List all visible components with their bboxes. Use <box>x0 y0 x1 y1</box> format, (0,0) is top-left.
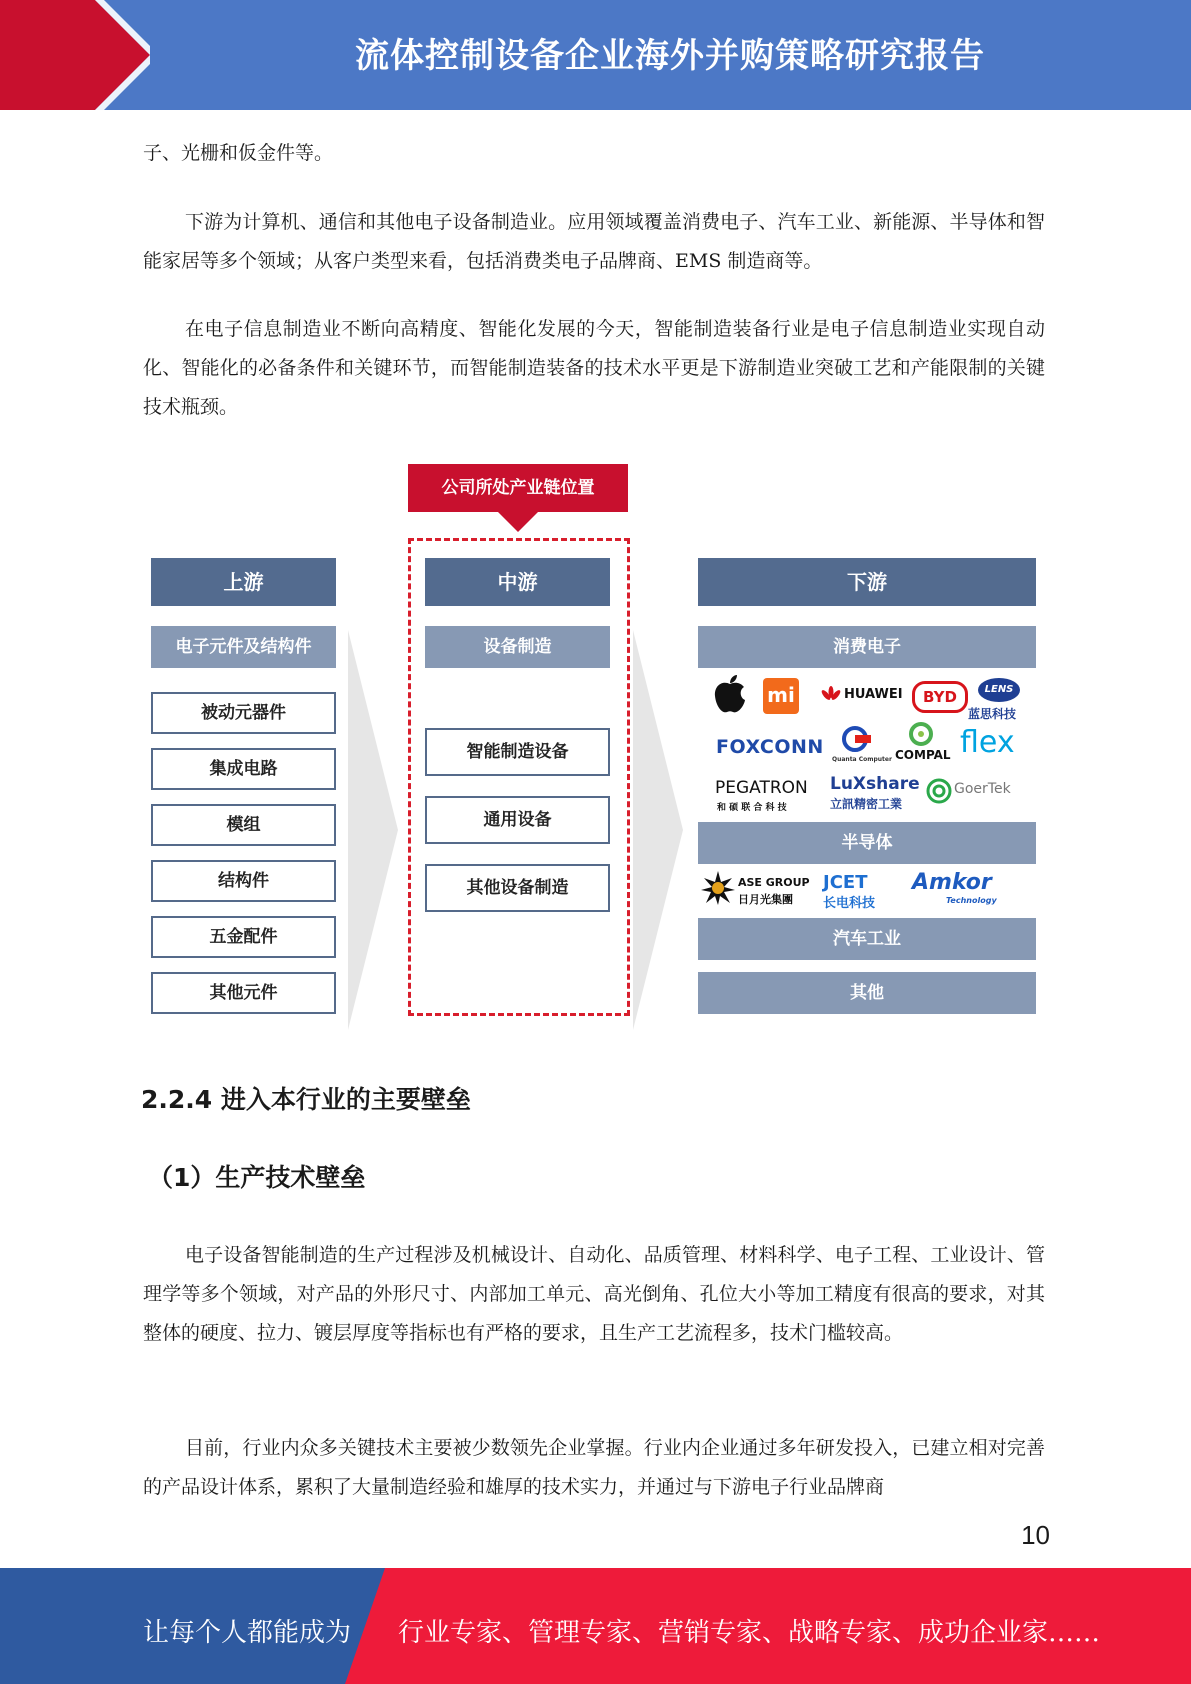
upstream-item: 被动元器件 <box>151 692 336 734</box>
report-title: 流体控制设备企业海外并购策略研究报告 <box>355 36 985 76</box>
pegatron-logo: PEGATRON <box>715 778 808 798</box>
upstream-item: 集成电路 <box>151 748 336 790</box>
upstream-item: 其他元件 <box>151 972 336 1014</box>
luxshare-logo: LuXshare <box>830 774 920 794</box>
upstream-item: 模组 <box>151 804 336 846</box>
huawei-petal-icon <box>820 686 842 704</box>
downstream-header: 下游 <box>698 558 1036 606</box>
arrow-upstream-to-midstream <box>348 630 398 1030</box>
huawei-logo: HUAWEI <box>844 687 903 702</box>
downstream-category-automotive: 汽车工业 <box>698 918 1036 960</box>
paragraph-4: 电子设备智能制造的生产过程涉及机械设计、自动化、品质管理、材料科学、电子工程、工业设计、管理学等多个领域，对产品的外形尺寸、内部加工单元、高光倒角、孔位大小等加工精度有很高的要求，对其整体的硬度、拉力、镀层厚度等指标也有严格的要求，且生产工艺流程多，技术门槛较高。 <box>143 1244 1045 1344</box>
midstream-header: 中游 <box>425 558 610 606</box>
compal-logo: COMPAL <box>895 748 951 762</box>
section-heading: 2.2.4 进入本行业的主要壁垒 <box>141 1085 471 1114</box>
ase-sun-icon <box>700 870 736 906</box>
downstream-category-consumer: 消费电子 <box>698 626 1036 668</box>
paragraph-1: 子、光栅和仮金件等。 <box>143 142 334 164</box>
amkor-logo: Amkor <box>912 870 992 895</box>
industry-chain-diagram <box>0 460 1191 1020</box>
paragraph-5: 目前，行业内众多关键技术主要被少数领先企业掌握。行业内企业通过多年研发投入，已建立相对完善的产品设计体系，累积了大量制造经验和雄厚的技术实力，并通过与下游电子行业品牌商 <box>143 1437 1045 1498</box>
lens-cn-label: 蓝思科技 <box>968 707 1017 721</box>
quanta-icon <box>838 724 872 754</box>
midstream-item: 其他设备制造 <box>425 864 610 912</box>
header-red-chevron <box>0 0 150 110</box>
midstream-item: 通用设备 <box>425 796 610 844</box>
midstream-item: 智能制造设备 <box>425 728 610 776</box>
foxconn-logo: FOXCONN <box>716 736 824 758</box>
company-position-label: 公司所处产业链位置 <box>408 464 628 512</box>
jcet-cn-label: 长电科技 <box>823 896 876 911</box>
apple-logo-icon <box>712 674 748 714</box>
mi-logo: mi <box>763 678 799 714</box>
ase-logo: ASE GROUP <box>738 876 810 889</box>
upstream-subheader: 电子元件及结构件 <box>151 626 336 668</box>
subsection-heading: （1）生产技术壁垒 <box>148 1163 366 1192</box>
byd-logo: BYD <box>912 681 968 713</box>
upstream-item: 五金配件 <box>151 916 336 958</box>
downstream-category-semiconductor: 半导体 <box>698 822 1036 864</box>
midstream-subheader: 设备制造 <box>425 626 610 668</box>
amkor-sub-label: Technology <box>946 896 997 905</box>
midstream-highlight-frame <box>408 538 630 1016</box>
luxshare-cn-label: 立訊精密工業 <box>830 797 903 811</box>
upstream-item: 结构件 <box>151 860 336 902</box>
goertek-icon <box>926 778 952 804</box>
paragraph-3: 在电子信息制造业不断向高精度、智能化发展的今天，智能制造装备行业是电子信息制造业实现自动化、智能化的必备条件和关键环节，而智能制造装备的技术水平更是下游制造业突破工艺和产能限制的关键技术瓶颈。 <box>143 318 1045 418</box>
pegatron-cn-label: 和 硕 联 合 科 技 <box>717 803 787 813</box>
quanta-logo: Quanta Computer <box>832 756 892 763</box>
goertek-logo: GoerTek <box>954 781 1011 797</box>
compal-icon <box>908 722 934 746</box>
jcet-logo: JCET <box>823 872 868 893</box>
footer-slogan-left: 让每个人都能成为 <box>143 1618 352 1648</box>
flex-logo: flex <box>960 725 1015 760</box>
page-number: 10 <box>1021 1520 1050 1550</box>
downstream-category-other: 其他 <box>698 972 1036 1014</box>
ase-cn-label: 日月光集團 <box>738 893 793 906</box>
arrow-midstream-to-downstream <box>633 630 683 1030</box>
paragraph-2: 下游为计算机、通信和其他电子设备制造业。应用领域覆盖消费电子、汽车工业、新能源、半导体和智能家居等多个领域；从客户类型来看，包括消费类电子品牌商、EMS 制造商等。 <box>143 211 1045 272</box>
lens-logo: LENS <box>978 678 1020 702</box>
upstream-header: 上游 <box>151 558 336 606</box>
company-position-pointer <box>498 512 538 534</box>
footer-slogan-right: 行业专家、管理专家、营销专家、战略专家、成功企业家…… <box>398 1618 1101 1648</box>
